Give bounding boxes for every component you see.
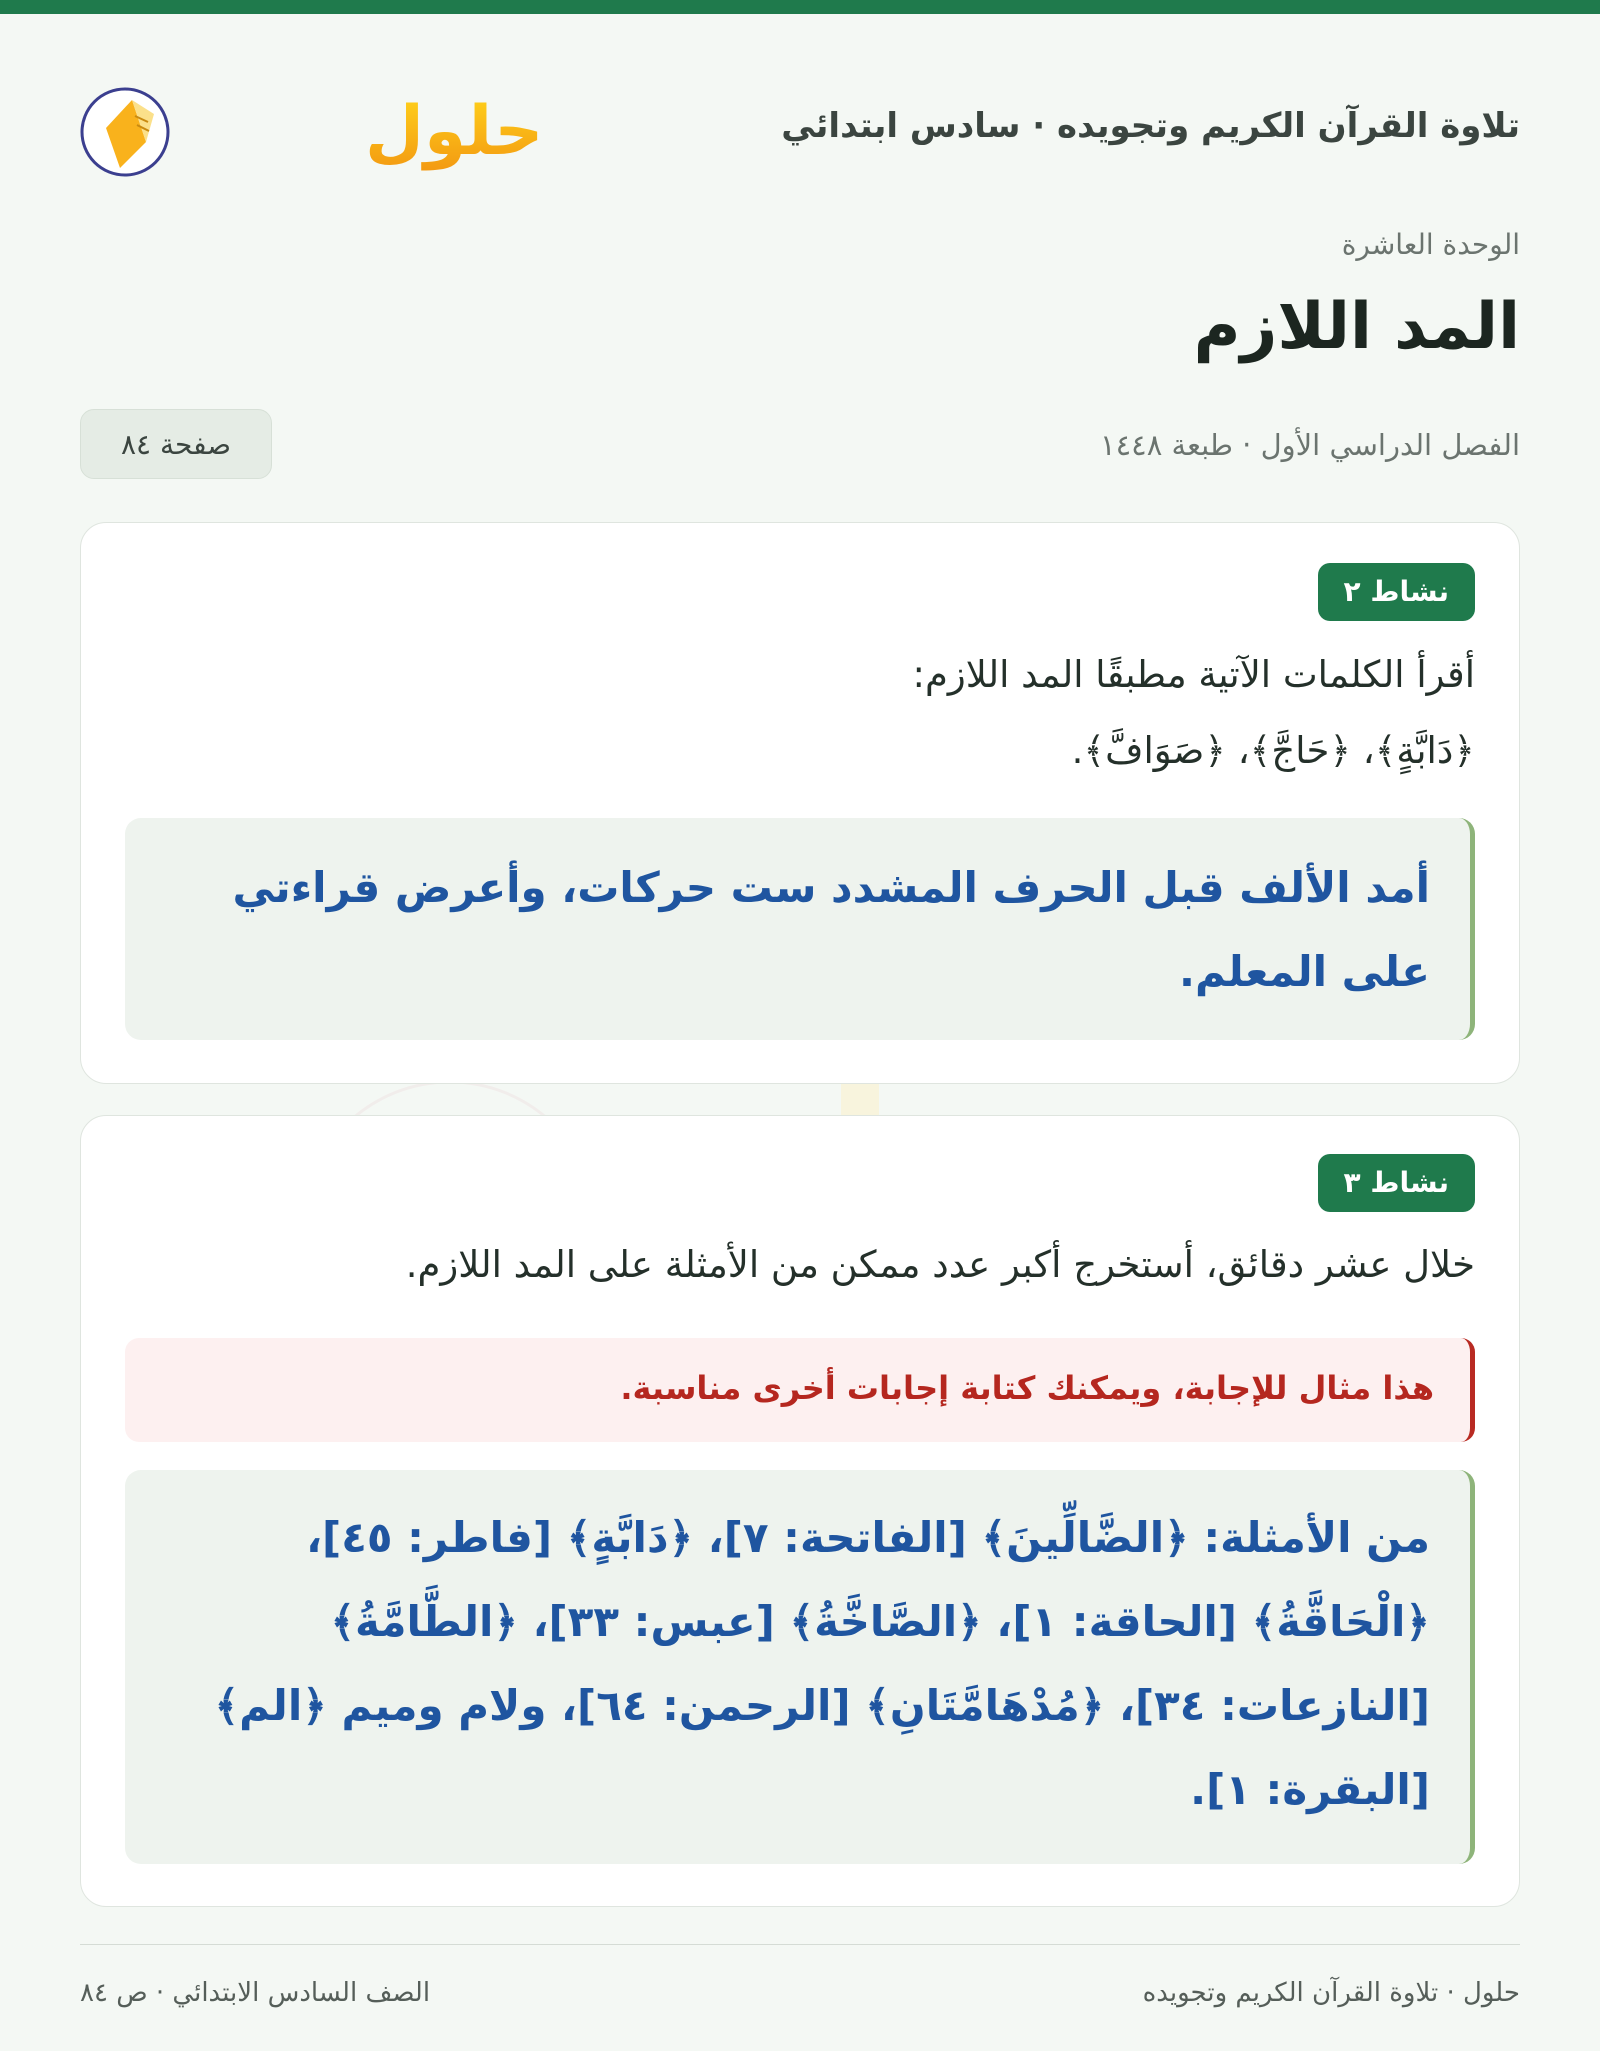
- svg-text:حلول: حلول: [365, 92, 544, 171]
- answer-text: أمد الألف قبل الحرف المشدد ست حركات، وأعرض قراءتي على المعلم.: [232, 863, 1430, 996]
- activity-badge: نشاط ٣: [1318, 1154, 1475, 1212]
- answer-box: [125, 818, 1475, 1040]
- question-line: ﴿دَابَّةٍ﴾، ﴿حَاجَّ﴾، ﴿صَوَافَّ﴾.: [1071, 729, 1475, 772]
- lesson-title: المد اللازم: [1193, 290, 1520, 364]
- logo: [80, 70, 544, 180]
- footer-divider: [80, 1944, 1520, 1945]
- page-number-badge: صفحة ٨٤: [80, 409, 272, 479]
- lesson-meta: الفصل الدراسي الأول · طبعة ١٤٤٨: [1100, 428, 1520, 462]
- footer-source: حلول · تلاوة القرآن الكريم وتجويده: [1142, 1978, 1520, 2008]
- activity-2-card: [80, 522, 1520, 1084]
- page-header: [80, 70, 1520, 180]
- book-icon: [82, 89, 168, 175]
- answer-text: من الأمثلة: ﴿الضَّالِّينَ﴾ [الفاتحة: ٧]، ﴿دَابَّةٍ﴾ [فاطر: ٤٥]، ﴿الْحَاقَّةُ﴾ [الحاقة: ١]، ﴿الصَّاخَّةُ﴾ [عبس: ٣٣]، ﴿الطَّامَّةُ﴾ [النازعات: ٣٤]، ﴿مُدْهَامَّتَانِ﴾ [الرحمن: ٦٤]، ولام وميم ﴿الم﴾ [البقرة: ١].: [214, 1513, 1430, 1814]
- unit-label: الوحدة العاشرة: [1341, 228, 1520, 261]
- answer-box: [125, 1470, 1475, 1864]
- note-box: [125, 1338, 1475, 1442]
- footer-grade-page: الصف السادس الابتدائي · ص ٨٤: [80, 1978, 431, 2008]
- subject-title: تلاوة القرآن الكريم وتجويده · سادس ابتدائي: [781, 106, 1520, 146]
- question-line: أقرأ الكلمات الآتية مطبقًا المد اللازم:: [912, 653, 1475, 696]
- activity-3-card: [80, 1115, 1520, 1907]
- note-text: هذا مثال للإجابة، ويمكنك كتابة إجابات أخرى مناسبة.: [620, 1369, 1434, 1407]
- top-accent-bar: [0, 0, 1600, 14]
- activity-badge: نشاط ٢: [1318, 563, 1475, 621]
- question-line: خلال عشر دقائق، أستخرج أكبر عدد ممكن من الأمثلة على المد اللازم.: [405, 1243, 1475, 1286]
